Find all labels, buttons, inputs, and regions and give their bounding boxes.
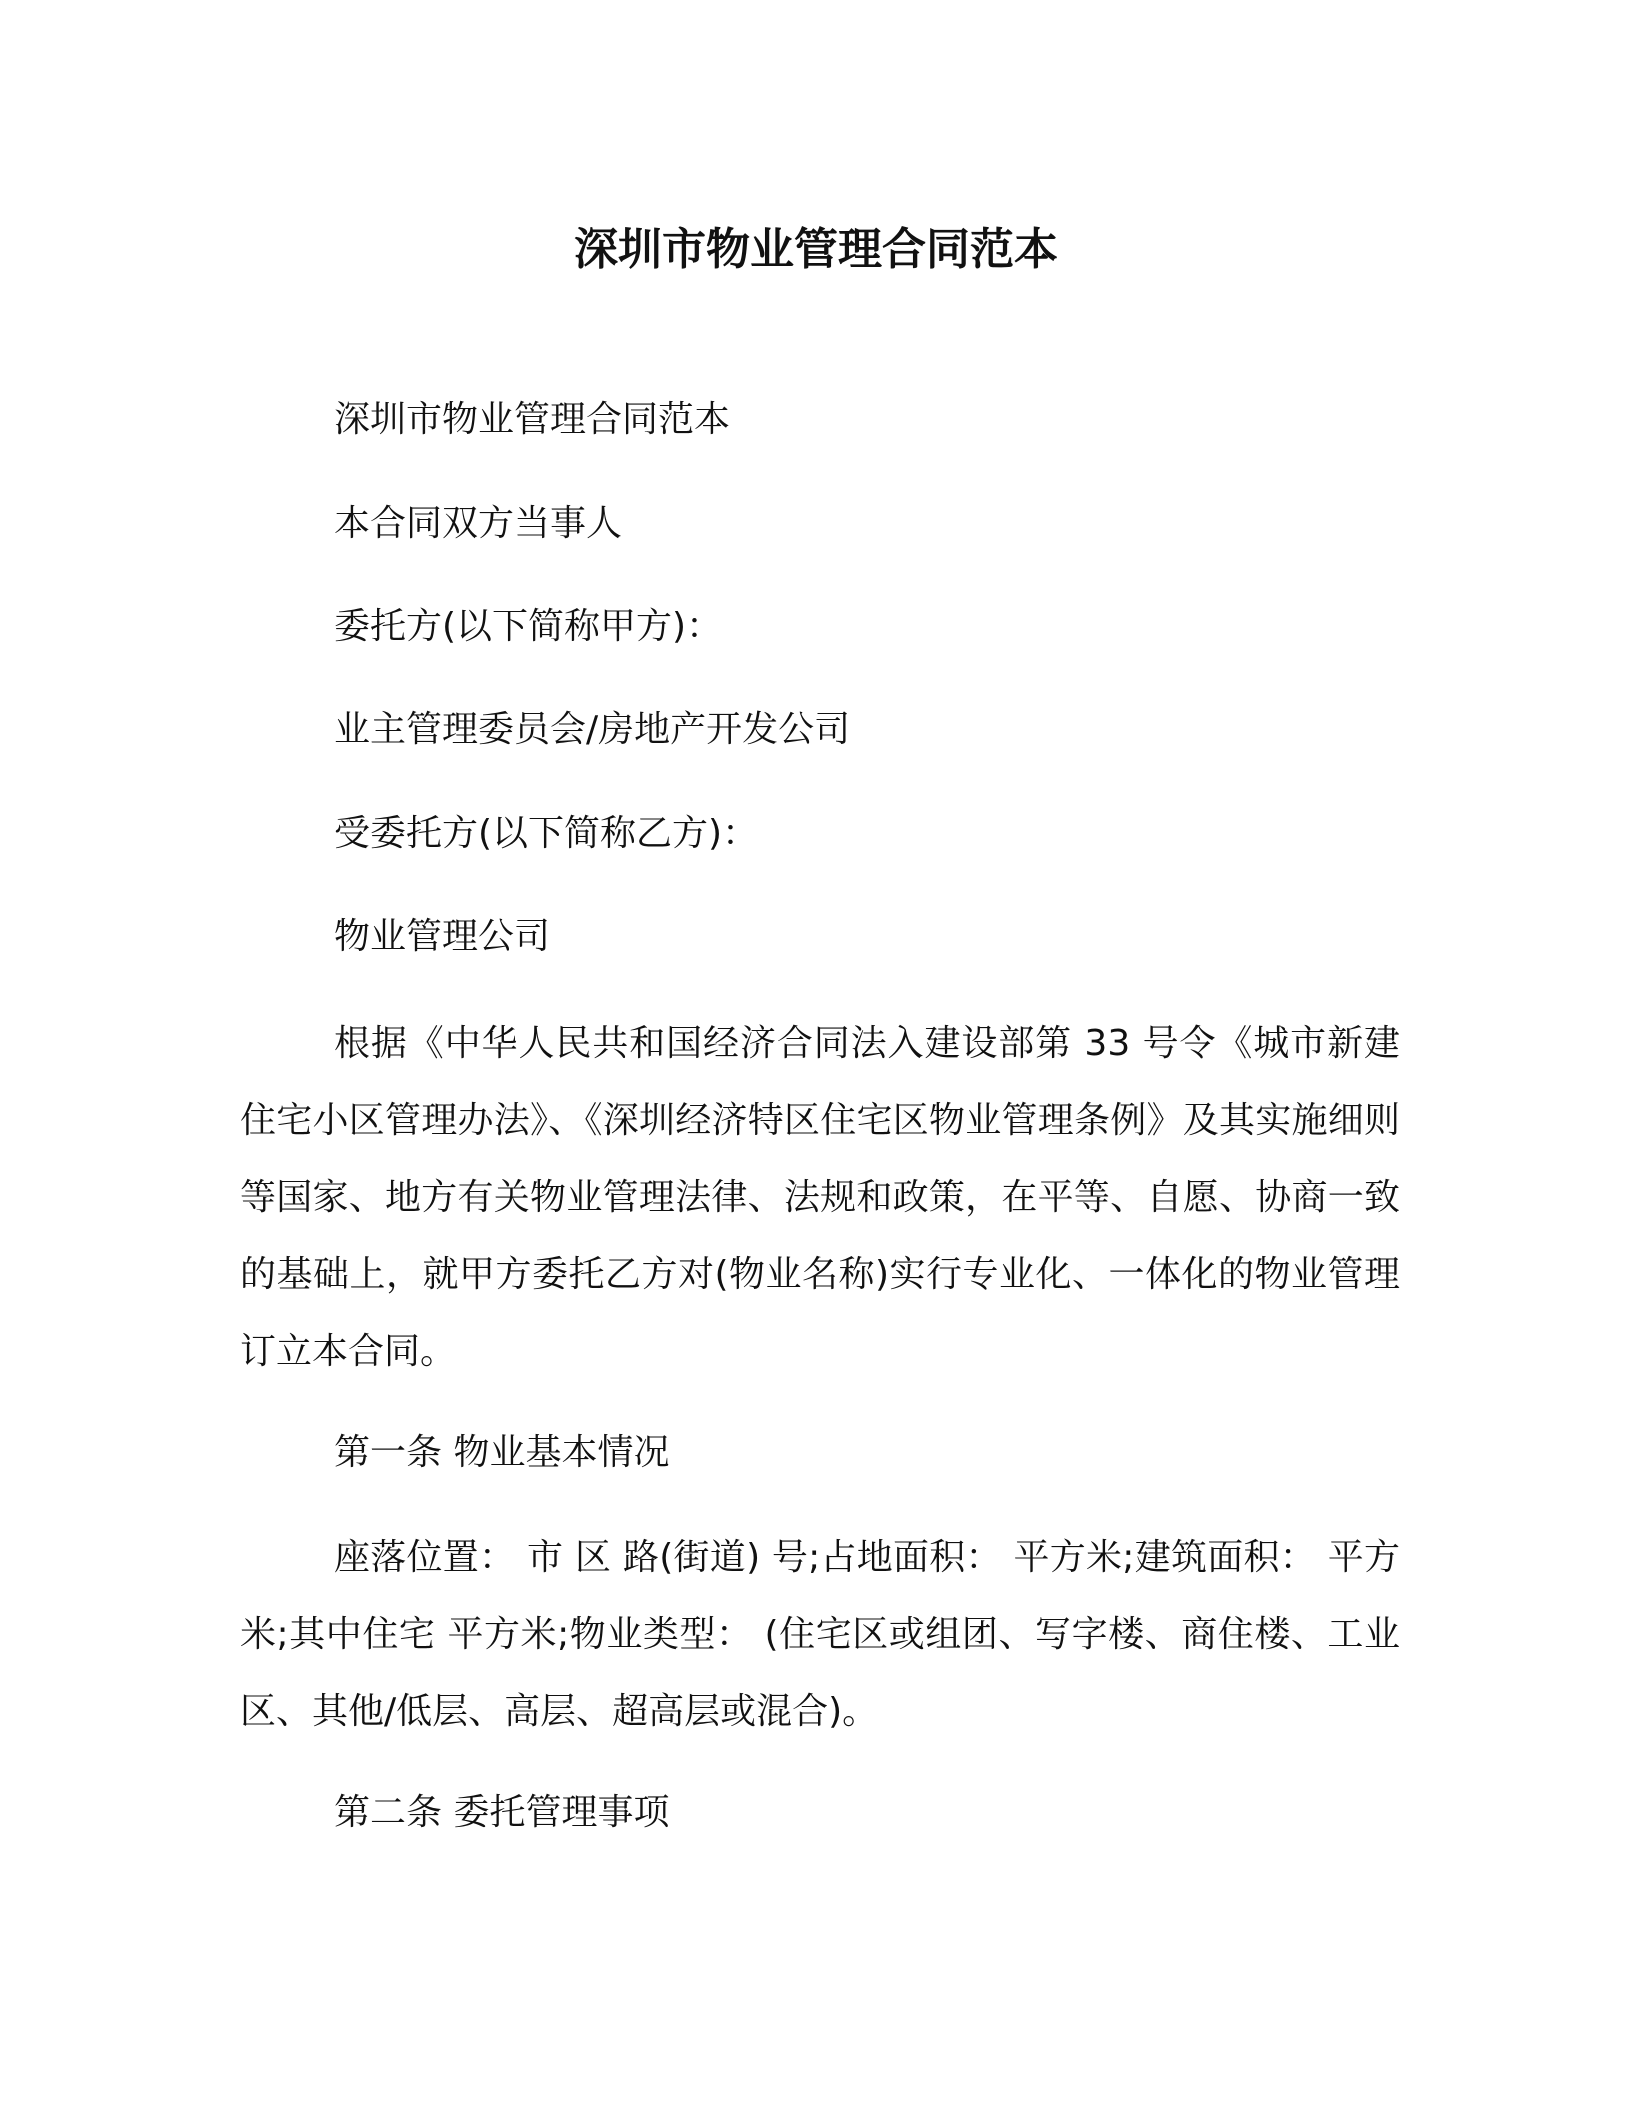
party-a-label: 委托方(以下简称甲方)： xyxy=(334,606,723,647)
party-a-name: 业主管理委员会/房地产开发公司 xyxy=(334,709,851,750)
basis-paragraph: 根据《中华人民共和国经济合同法入建设部第 33 号令《城市新建住宅小区管理办法》、《深圳经济特区住宅区物业管理条例》及其实施细则等国家、地方有关物业管理法律、法规和政策，在平等、自愿、协商一致的基础上，就甲方委托乙方对(物业名称)实行专业化、一体化的物业管理订立本合同。 xyxy=(240,1023,1400,1372)
parties-heading: 本合同双方当事人 xyxy=(334,503,623,544)
party-b-name: 物业管理公司 xyxy=(334,916,551,957)
article-1-heading: 第一条 物业基本情况 xyxy=(334,1432,670,1473)
contract-subtitle: 深圳市物业管理合同范本 xyxy=(334,399,731,440)
party-b-label: 受委托方(以下简称乙方)： xyxy=(334,813,759,854)
article-2-heading: 第二条 委托管理事项 xyxy=(334,1792,670,1833)
document-title: 深圳市物业管理合同范本 xyxy=(574,224,1058,275)
article-1-body: 座落位置： 市 区 路(街道) 号;占地面积： 平方米;建筑面积： 平方米;其中住宅 平方米;物业类型： (住宅区或组团、写字楼、商住楼、工业区、其他/低层、高层、超高层或混合)。 xyxy=(240,1537,1400,1732)
